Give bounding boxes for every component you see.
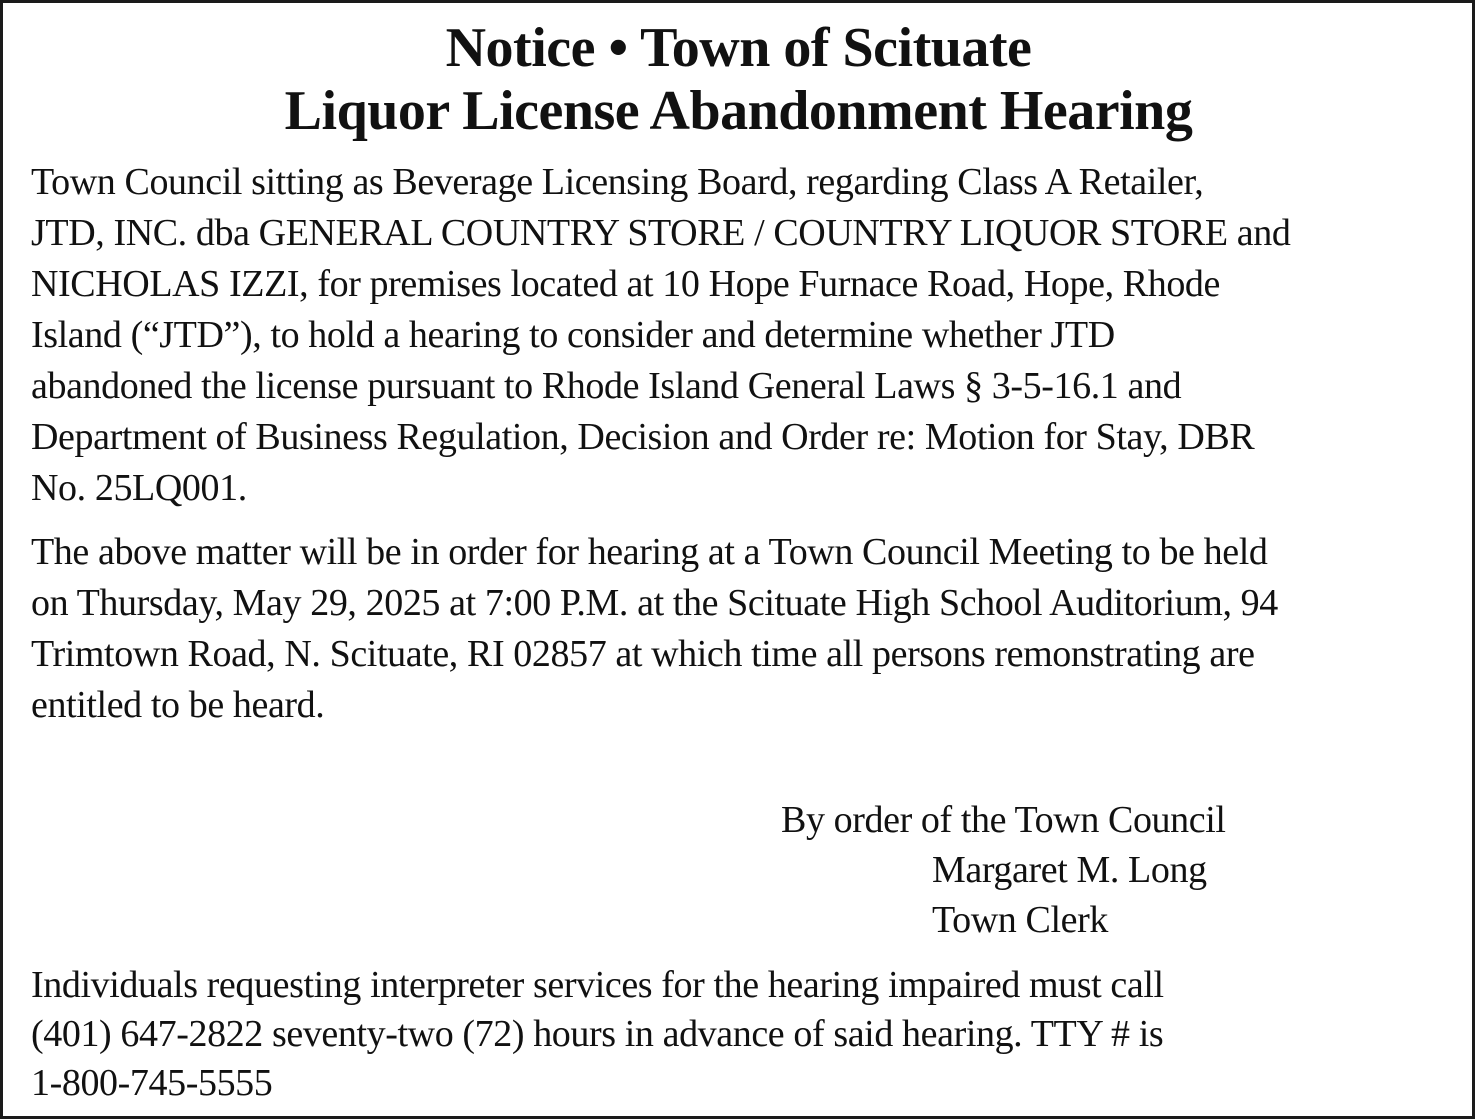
paragraph-line: NICHOLAS IZZI, for premises located at 10 Hope Furnace Road, Hope, Rhode [31,263,1221,305]
signature-block [781,795,1226,945]
title-line-2: Liquor License Abandonment Hearing [284,80,1193,142]
paragraph-line: No. 25LQ001. [31,467,247,509]
title-line-1: Notice • Town of Scituate [445,17,1032,79]
paragraph-line: The above matter will be in order for hearing at a Town Council Meeting to be held [31,531,1268,573]
signature-title: Town Clerk [932,899,1108,941]
paragraph-line: Island (“JTD”), to hold a hearing to consider and determine whether JTD [31,314,1115,356]
interpreter-services-note [31,961,1164,1108]
paragraph-line: abandoned the license pursuant to Rhode Island General Laws § 3-5-16.1 and [31,365,1182,407]
notice-title [31,17,1446,143]
footer-line: Individuals requesting interpreter services for the hearing impaired must call [31,964,1164,1006]
paragraph-line: entitled to be heard. [31,684,325,726]
signature-name: Margaret M. Long [932,849,1207,891]
signature-order-line: By order of the Town Council [781,799,1226,841]
hearing-description-paragraph [31,157,1446,514]
paragraph-line: Town Council sitting as Beverage Licensing Board, regarding Class A Retailer, [31,161,1204,203]
paragraph-line: JTD, INC. dba GENERAL COUNTRY STORE / COUNTRY LIQUOR STORE and [31,212,1291,254]
paragraph-line: Department of Business Regulation, Decision and Order re: Motion for Stay, DBR [31,416,1255,458]
footer-line: 1-800-745-5555 [31,1062,273,1104]
hearing-schedule-paragraph [31,527,1446,731]
paragraph-line: Trimtown Road, N. Scituate, RI 02857 at which time all persons remonstrating are [31,633,1255,675]
paragraph-line: on Thursday, May 29, 2025 at 7:00 P.M. at the Scituate High School Auditorium, 94 [31,582,1278,624]
footer-line: (401) 647-2822 seventy-two (72) hours in advance of said hearing. TTY # is [31,1013,1164,1055]
